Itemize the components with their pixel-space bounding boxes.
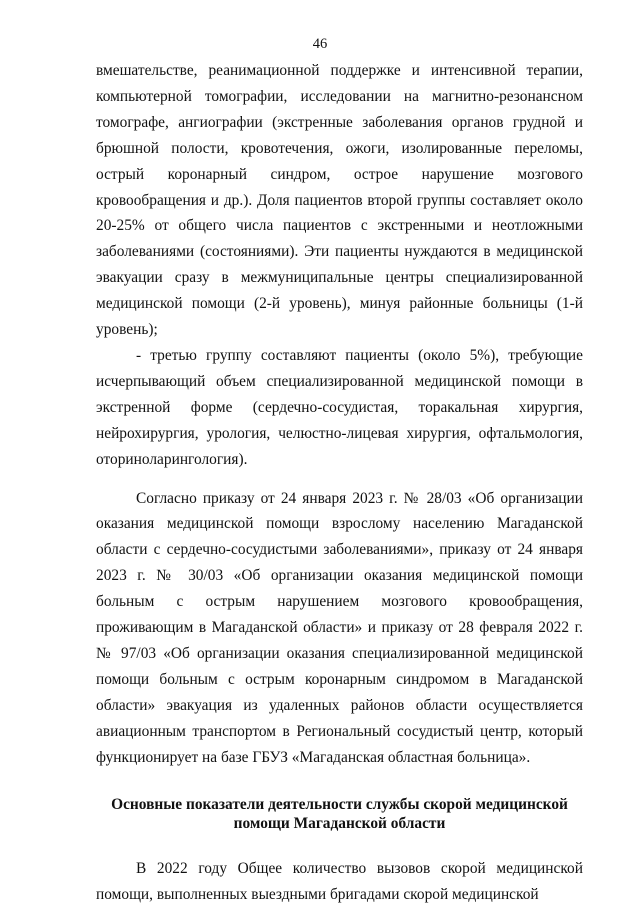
paragraph-third-group: - третью группу составляют пациенты (около 5%), требующие исчерпывающий объем специализированной медицинской помощи в экстренной форме (сердечно-сосудистая, торакальная хирургия, нейрохирургия, урология, челюстно-лицевая хирургия, офтальмология, оториноларингология). <box>96 346 583 468</box>
page-number: 46 <box>312 36 328 52</box>
section-heading-line2: помощи Магаданской области <box>233 815 446 833</box>
paragraph-2022-calls: В 2022 году Общее количество вызовов скорой медицинской помощи, выполненных выездными бригадами скорой медицинской <box>96 860 583 904</box>
section-heading <box>96 795 583 833</box>
document-body <box>96 58 583 908</box>
section-heading-line1: Основные показатели деятельности службы скорой медицинской <box>111 796 568 814</box>
paragraph-orders: Согласно приказу от 24 января 2023 г. № 28/03 «Об организации оказания медицинской помощи взрослому населению Магаданской области с сердечно-сосудистыми заболеваниями», приказу от 24 января 2023 г. № 30/03 «Об организации оказания медицинской помощи больным с острым нарушением мозгового кровообращения, проживающим в Магаданской области» и приказу от 28 февраля 2022 г. № 97/03 «Об организации оказания специализированной медицинской помощи больным с острым коронарным синдромом в Магаданской области» эвакуация из удаленных районов области осуществляется авиационным транспортом в Региональный сосудистый центр, который функционирует на базе ГБУЗ «Магаданская областная больница». <box>96 489 583 766</box>
paragraph-continued: вмешательстве, реанимационной поддержке и интенсивной терапии, компьютерной томографии, исследовании на магнитно-резонансном томографе, ангиографии (экстренные заболевания органов грудной и брюшной полости, кровотечения, ожоги, изолированные переломы, острый коронарный синдром, острое нарушение мозгового кровообращения и др.). Доля пациентов второй группы составляет около 20-25% от общего числа пациентов с экстренными и неотложными заболеваниями (состояниями). Эти пациенты нуждаются в медицинской эвакуации сразу в межмуниципальные центры специализированной медицинской помощи (2-й уровень), минуя районные больницы (1-й уровень); <box>96 62 583 339</box>
